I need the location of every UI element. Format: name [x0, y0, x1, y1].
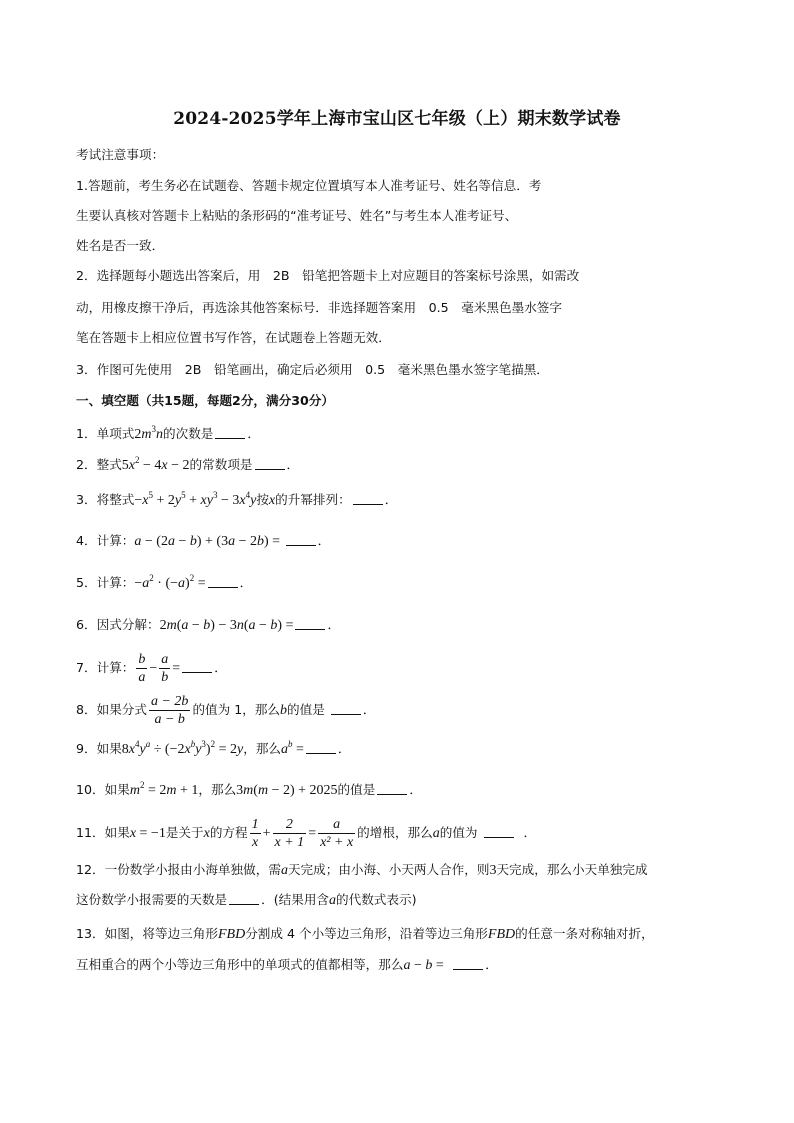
q2-suffix: 的常数项是 [189, 457, 253, 472]
question-4: 4．计算：a − (2a − b) + (3a − 2b) = ． [76, 533, 331, 549]
q13-text-3: 的任意一条对称轴对折， [515, 926, 654, 941]
q2-expression: $5x^2 - 4x - 2$ [121, 455, 190, 473]
notice-line-3: 姓名是否一致． [76, 238, 165, 253]
q6-prefix: 6．因式分解： [76, 617, 160, 632]
notice-line-6: 笔在答题卡上相应位置书写作答，在试题卷上答题无效． [76, 330, 391, 345]
q3-var: x [268, 493, 276, 508]
q13-text-1: 13．如图，将等边三角形 [76, 926, 218, 941]
q7-answer-blank[interactable] [182, 660, 212, 673]
question-7: 7．计算： $\frac{b}{a}$ − $\frac{a}{b}$ = ． [76, 652, 227, 685]
q3-prefix: 3．将整式 [76, 492, 135, 507]
notice-heading: 考试注意事项： [76, 147, 165, 162]
q11-fraction-1: $\frac{1}{x}$ [251, 817, 259, 850]
q1-suffix: 的次数是 [163, 426, 214, 441]
q10-condition: $m^2 = 2m + 1$ [129, 780, 199, 798]
question-1: 1．单项式$2m^3n$的次数是 ． [76, 424, 260, 442]
q3-expression: $-x^5 + 2y^5 + xy^3 - 3x^4y$ [134, 490, 257, 508]
q4-expression: a − (2a − b) + (3a − 2b) = [134, 534, 284, 549]
q5-prefix: 5．计算： [76, 575, 135, 590]
q11-mid1: 是关于 [165, 825, 204, 840]
q11-var: x [203, 826, 210, 841]
q13-expression: a − b = [403, 958, 448, 973]
question-2: 2．整式$5x^2 - 4x - 2$的常数项是 ． [76, 455, 300, 473]
q12-text-3: 天完成，那么小天单独完成 [496, 862, 648, 877]
q1-prefix: 1．单项式 [76, 426, 135, 441]
q11-fraction-2: $\frac{2}{x + 1}$ [274, 817, 305, 850]
question-9: 9．如果$8x^4y^a \div (-2x^by^3)^2 = 2y$，那么$a^b$ = ． [76, 739, 351, 757]
question-8: 8．如果分式 $\frac{a - 2b}{a - b}$ 的值为 1，那么b的值是 ． [76, 694, 376, 727]
q9-prefix: 9．如果 [76, 741, 122, 756]
q10-prefix: 10．如果 [76, 782, 130, 797]
q7-fraction-a-over-b: $\frac{a}{b}$ [161, 652, 169, 685]
q10-suffix: 的值是 [337, 782, 376, 797]
q2-answer-blank[interactable] [255, 457, 285, 470]
q13-triangle-1: FBD [217, 927, 246, 942]
question-10: 10．如果$m^2 = 2m + 1$，那么3m(m − 2) + 2025的值是 ． [76, 780, 422, 798]
page-title: 2024-2025学年上海市宝山区七年级（上）期末数学试卷 [173, 109, 621, 129]
q3-mid: 按 [256, 492, 269, 507]
question-5: 5．计算：$-a^2 \cdot (-a)^2$ = ． [76, 573, 253, 591]
q12-text-5: ．(结果用含 [261, 892, 330, 907]
q12-answer-blank[interactable] [229, 892, 259, 905]
q11-root: x = −1 [129, 826, 166, 841]
q12-text-1: 12．一份数学小报由小海单独做，需 [76, 862, 281, 877]
q12-text-2: 天完成；由小海、小天两人合作，则 [287, 862, 490, 877]
q11-prefix: 11．如果 [76, 825, 130, 840]
q5-expression: $-a^2 \cdot (-a)^2$ = [134, 573, 206, 591]
q8-var: b [280, 703, 288, 718]
q2-prefix: 2．整式 [76, 457, 122, 472]
q7-prefix: 7．计算： [76, 660, 135, 675]
q3-suffix: 的升幂排列： [275, 492, 351, 507]
q11-suffix: 的值为 [439, 825, 478, 840]
q8-suffix: 的值是 [287, 702, 325, 717]
q1-expression: $2m^3n$ [134, 424, 164, 442]
question-12-line-2 [76, 892, 417, 909]
q11-mid3: 的增根，那么 [357, 825, 433, 840]
notice-line-1: 1.答题前，考生务必在试题卷、答题卡规定位置填写本人准考证号、姓名等信息．考 [76, 178, 542, 193]
q9-expression: $8x^4y^a \div (-2x^by^3)^2 = 2y$ [121, 739, 244, 757]
section-heading-fill-in: 一、填空题（共15题，每题2分，满分30分） [76, 393, 334, 408]
q9-answer-blank[interactable] [306, 741, 336, 754]
q12-text-6: 的代数式表示) [336, 892, 417, 907]
q12-var-a: a [280, 863, 288, 878]
question-3: 3．将整式$-x^5 + 2y^5 + xy^3 - 3x^4y$按x的升幂排列： ． [76, 490, 398, 508]
notice-line-2: 生要认真核对答题卡上粘贴的条形码的“准考证号、姓名”与考生本人准考证号、 [76, 208, 518, 223]
q10-mid: ，那么 [198, 782, 237, 797]
q4-prefix: 4．计算： [76, 533, 135, 548]
q8-answer-blank[interactable] [331, 702, 361, 715]
q6-answer-blank[interactable] [295, 617, 325, 630]
question-6: 6．因式分解：2m(a − b) − 3n(a − b) = ． [76, 617, 341, 633]
q8-fraction: $\frac{a - 2b}{a - b}$ [150, 694, 189, 727]
q12-var-a2: a [329, 893, 337, 908]
q5-answer-blank[interactable] [208, 575, 238, 588]
notice-line-7: 3．作图可先使用 2B 铅笔画出，确定后必须用 0.5 毫米黑色墨水签字笔描黑． [76, 362, 549, 377]
q13-text-4: 互相重合的两个小等边三角形中的单项式的值都相等，那么 [76, 957, 404, 972]
q8-prefix: 8．如果分式 [76, 702, 147, 717]
q11-answer-blank[interactable] [484, 825, 514, 838]
q12-text-4: 这份数学小报需要的天数是 [76, 892, 228, 907]
q1-answer-blank[interactable] [215, 426, 245, 439]
notice-line-4: 2．选择题每小题选出答案后，用 2B 铅笔把答题卡上对应题目的答案标号涂黑，如需改 [76, 268, 580, 283]
q13-text-2: 分割成 4 个小等边三角形，沿着等边三角形 [245, 926, 488, 941]
q9-target: $a^b$ = [281, 739, 304, 757]
question-12-line-1 [76, 862, 648, 879]
notice-line-5: 动，用橡皮擦干净后，再选涂其他答案标号．非选择题答案用 0.5 毫米黑色墨水签字 [76, 300, 562, 315]
q3-answer-blank[interactable] [353, 492, 383, 505]
question-13-line-1 [76, 926, 654, 943]
q10-answer-blank[interactable] [377, 782, 407, 795]
q13-answer-blank[interactable] [453, 957, 483, 970]
q6-expression: 2m(a − b) − 3n(a − b) = [159, 618, 294, 633]
q13-triangle-2: FBD [487, 927, 516, 942]
q11-var-a: a [432, 826, 440, 841]
q10-expression: 3m(m − 2) + 2025 [236, 783, 338, 798]
q4-answer-blank[interactable] [286, 533, 316, 546]
q7-fraction-b-over-a: $\frac{b}{a}$ [138, 652, 146, 685]
question-11: 11．如果x = −1是关于x的方程 $\frac{1}{x}$ + $\frac{2}{x + 1}$ = $\frac{a}{\text{x² + x}}$ 的增根，那么a的值为 ． [76, 817, 537, 850]
q11-fraction-3: $\frac{a}{\text{x² + x}}$ [320, 817, 354, 850]
q11-mid2: 的方程 [209, 825, 248, 840]
q12-num-3: 3 [489, 863, 497, 878]
q8-mid: 的值为 1，那么 [192, 702, 281, 717]
q9-mid: ，那么 [243, 741, 281, 756]
question-13-line-2: 互相重合的两个小等边三角形中的单项式的值都相等，那么a − b = ． [76, 957, 498, 973]
